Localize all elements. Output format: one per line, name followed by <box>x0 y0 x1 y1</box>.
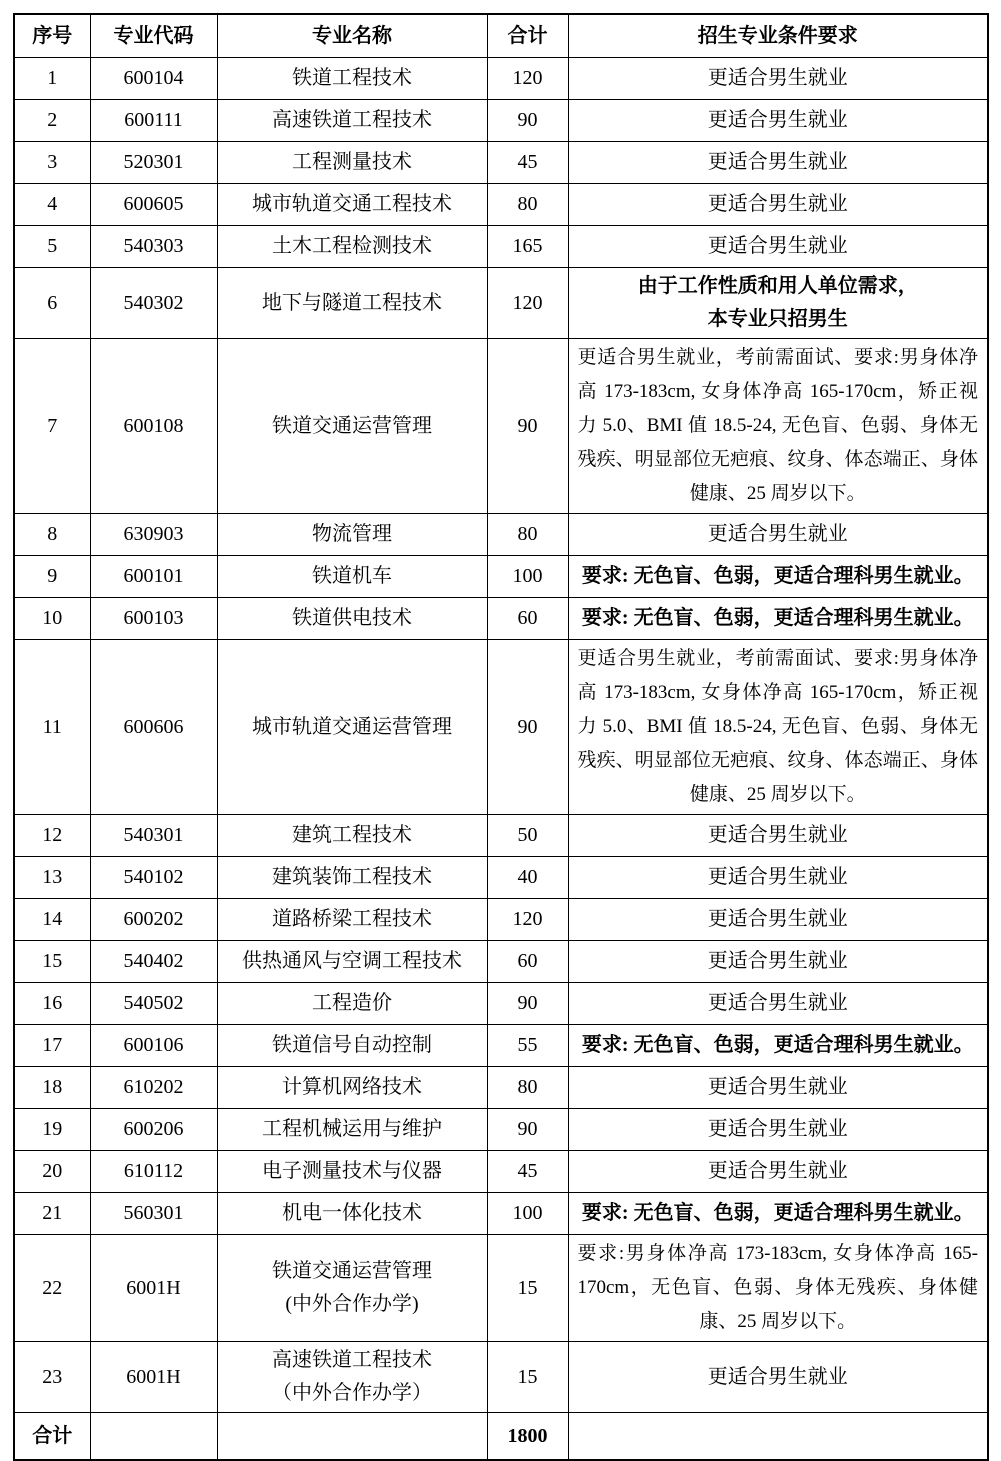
major-name-cell: 机电一体化技术 <box>217 1193 487 1235</box>
major-name-cell: 城市轨道交通工程技术 <box>217 184 487 226</box>
major-code-cell: 540102 <box>90 857 217 899</box>
enrollment-plan-table <box>13 13 989 1461</box>
major-name-cell: 铁道供电技术 <box>217 598 487 640</box>
major-name-cell: 电子测量技术与仪器 <box>217 1151 487 1193</box>
table-row <box>14 857 988 899</box>
serial-number-cell: 18 <box>14 1067 90 1109</box>
major-code-cell: 540303 <box>90 226 217 268</box>
serial-number-cell: 13 <box>14 857 90 899</box>
total-count-cell: 45 <box>487 1151 568 1193</box>
table-row <box>14 1025 988 1067</box>
major-code-cell: 600101 <box>90 556 217 598</box>
serial-number-cell: 17 <box>14 1025 90 1067</box>
major-code-cell: 600108 <box>90 339 217 514</box>
requirement-cell: 要求: 无色盲、色弱，更适合理科男生就业。 <box>568 1025 988 1067</box>
footer-empty-req-cell <box>568 1413 988 1461</box>
major-code-cell: 540302 <box>90 268 217 339</box>
requirement-cell: 更适合男生就业 <box>568 1151 988 1193</box>
major-code-cell: 600606 <box>90 640 217 815</box>
serial-number-cell: 15 <box>14 941 90 983</box>
major-code-cell: 600111 <box>90 100 217 142</box>
table-row <box>14 640 988 815</box>
major-name-cell: 物流管理 <box>217 514 487 556</box>
total-count-cell: 45 <box>487 142 568 184</box>
total-count-cell: 100 <box>487 556 568 598</box>
major-name-cell: 铁道机车 <box>217 556 487 598</box>
serial-number-cell: 1 <box>14 58 90 100</box>
total-count-cell: 165 <box>487 226 568 268</box>
header-serial-number: 序号 <box>14 14 90 58</box>
major-code-cell: 600103 <box>90 598 217 640</box>
major-name-cell: 供热通风与空调工程技术 <box>217 941 487 983</box>
header-major-code: 专业代码 <box>90 14 217 58</box>
total-count-cell: 90 <box>487 100 568 142</box>
table-row <box>14 556 988 598</box>
table-row <box>14 184 988 226</box>
header-row <box>14 14 988 58</box>
requirement-cell: 要求: 无色盲、色弱，更适合理科男生就业。 <box>568 598 988 640</box>
major-code-cell: 610112 <box>90 1151 217 1193</box>
major-name-cell: 工程机械运用与维护 <box>217 1109 487 1151</box>
total-count-cell: 40 <box>487 857 568 899</box>
serial-number-cell: 21 <box>14 1193 90 1235</box>
major-code-cell: 600202 <box>90 899 217 941</box>
total-count-cell: 90 <box>487 339 568 514</box>
table-row <box>14 815 988 857</box>
requirement-cell: 更适合男生就业 <box>568 100 988 142</box>
serial-number-cell: 2 <box>14 100 90 142</box>
major-name-cell: 地下与隧道工程技术 <box>217 268 487 339</box>
serial-number-cell: 20 <box>14 1151 90 1193</box>
total-count-cell: 120 <box>487 899 568 941</box>
total-count-cell: 60 <box>487 941 568 983</box>
serial-number-cell: 14 <box>14 899 90 941</box>
requirement-cell: 更适合男生就业，考前需面试、要求:男身体净高 173-183cm, 女身体净高 165-170cm，矫正视力 5.0、BMI 值 18.5-24, 无色盲、色弱、身体无残疾、明显部位无疤痕、纹身、体态端正、身体健康、25 周岁以下。 <box>568 339 988 514</box>
requirement-cell: 更适合男生就业 <box>568 1109 988 1151</box>
table-row <box>14 514 988 556</box>
table-row <box>14 1067 988 1109</box>
table-row <box>14 226 988 268</box>
major-code-cell: 6001H <box>90 1235 217 1342</box>
header-total: 合计 <box>487 14 568 58</box>
table-row <box>14 268 988 339</box>
table-row <box>14 339 988 514</box>
total-count-cell: 120 <box>487 268 568 339</box>
major-name-cell: 高速铁道工程技术 （中外合作办学） <box>217 1342 487 1413</box>
requirement-cell: 更适合男生就业 <box>568 184 988 226</box>
serial-number-cell: 4 <box>14 184 90 226</box>
major-name-cell: 城市轨道交通运营管理 <box>217 640 487 815</box>
major-name-cell: 高速铁道工程技术 <box>217 100 487 142</box>
total-count-cell: 55 <box>487 1025 568 1067</box>
requirement-cell: 更适合男生就业 <box>568 1067 988 1109</box>
major-code-cell: 600605 <box>90 184 217 226</box>
major-name-cell: 土木工程检测技术 <box>217 226 487 268</box>
major-name-cell: 铁道交通运营管理 <box>217 339 487 514</box>
major-name-cell: 道路桥梁工程技术 <box>217 899 487 941</box>
total-count-cell: 80 <box>487 514 568 556</box>
major-name-cell: 建筑装饰工程技术 <box>217 857 487 899</box>
total-count-cell: 15 <box>487 1235 568 1342</box>
total-count-cell: 80 <box>487 1067 568 1109</box>
serial-number-cell: 23 <box>14 1342 90 1413</box>
total-count-cell: 60 <box>487 598 568 640</box>
requirement-cell: 更适合男生就业，考前需面试、要求:男身体净高 173-183cm, 女身体净高 165-170cm，矫正视力 5.0、BMI 值 18.5-24, 无色盲、色弱、身体无残疾、明显部位无疤痕、纹身、体态端正、身体健康、25 周岁以下。 <box>568 640 988 815</box>
serial-number-cell: 9 <box>14 556 90 598</box>
serial-number-cell: 3 <box>14 142 90 184</box>
header-major-name: 专业名称 <box>217 14 487 58</box>
requirement-cell: 更适合男生就业 <box>568 815 988 857</box>
major-code-cell: 600106 <box>90 1025 217 1067</box>
major-name-cell: 计算机网络技术 <box>217 1067 487 1109</box>
table-row <box>14 1342 988 1413</box>
table-row <box>14 1235 988 1342</box>
total-count-cell: 90 <box>487 983 568 1025</box>
table-row <box>14 58 988 100</box>
serial-number-cell: 8 <box>14 514 90 556</box>
serial-number-cell: 10 <box>14 598 90 640</box>
requirement-cell: 更适合男生就业 <box>568 58 988 100</box>
total-count-cell: 50 <box>487 815 568 857</box>
table-row <box>14 1109 988 1151</box>
footer-empty-name-cell <box>217 1413 487 1461</box>
major-code-cell: 600206 <box>90 1109 217 1151</box>
footer-row <box>14 1413 988 1461</box>
major-code-cell: 600104 <box>90 58 217 100</box>
major-code-cell: 560301 <box>90 1193 217 1235</box>
requirement-cell: 更适合男生就业 <box>568 941 988 983</box>
requirement-cell: 要求: 无色盲、色弱，更适合理科男生就业。 <box>568 1193 988 1235</box>
table-row <box>14 899 988 941</box>
major-code-cell: 6001H <box>90 1342 217 1413</box>
table-row <box>14 1193 988 1235</box>
requirement-cell: 更适合男生就业 <box>568 899 988 941</box>
requirement-cell: 要求:男身体净高 173-183cm, 女身体净高 165-170cm，无色盲、色弱、身体无残疾、身体健康、25 周岁以下。 <box>568 1235 988 1342</box>
total-count-cell: 90 <box>487 1109 568 1151</box>
requirement-cell: 由于工作性质和用人单位需求， 本专业只招男生 <box>568 268 988 339</box>
table-row <box>14 941 988 983</box>
total-count-cell: 100 <box>487 1193 568 1235</box>
major-code-cell: 540402 <box>90 941 217 983</box>
requirement-cell: 要求: 无色盲、色弱，更适合理科男生就业。 <box>568 556 988 598</box>
footer-total-label: 合计 <box>14 1413 90 1461</box>
requirement-cell: 更适合男生就业 <box>568 514 988 556</box>
major-name-cell: 工程造价 <box>217 983 487 1025</box>
major-code-cell: 520301 <box>90 142 217 184</box>
serial-number-cell: 11 <box>14 640 90 815</box>
serial-number-cell: 12 <box>14 815 90 857</box>
major-name-cell: 建筑工程技术 <box>217 815 487 857</box>
serial-number-cell: 22 <box>14 1235 90 1342</box>
serial-number-cell: 16 <box>14 983 90 1025</box>
serial-number-cell: 7 <box>14 339 90 514</box>
table-row <box>14 1151 988 1193</box>
requirement-cell: 更适合男生就业 <box>568 142 988 184</box>
requirement-cell: 更适合男生就业 <box>568 857 988 899</box>
major-code-cell: 540301 <box>90 815 217 857</box>
table-body <box>14 58 988 1413</box>
serial-number-cell: 5 <box>14 226 90 268</box>
total-count-cell: 80 <box>487 184 568 226</box>
total-count-cell: 90 <box>487 640 568 815</box>
footer-total-value: 1800 <box>487 1413 568 1461</box>
footer-empty-code-cell <box>90 1413 217 1461</box>
header-admission-requirements: 招生专业条件要求 <box>568 14 988 58</box>
major-name-cell: 铁道交通运营管理 (中外合作办学) <box>217 1235 487 1342</box>
serial-number-cell: 6 <box>14 268 90 339</box>
major-name-cell: 铁道工程技术 <box>217 58 487 100</box>
total-count-cell: 120 <box>487 58 568 100</box>
major-name-cell: 工程测量技术 <box>217 142 487 184</box>
table-row <box>14 100 988 142</box>
table-row <box>14 983 988 1025</box>
requirement-cell: 更适合男生就业 <box>568 226 988 268</box>
table-row <box>14 598 988 640</box>
requirement-cell: 更适合男生就业 <box>568 983 988 1025</box>
major-code-cell: 540502 <box>90 983 217 1025</box>
major-code-cell: 610202 <box>90 1067 217 1109</box>
major-code-cell: 630903 <box>90 514 217 556</box>
serial-number-cell: 19 <box>14 1109 90 1151</box>
total-count-cell: 15 <box>487 1342 568 1413</box>
table-row <box>14 142 988 184</box>
requirement-cell: 更适合男生就业 <box>568 1342 988 1413</box>
major-name-cell: 铁道信号自动控制 <box>217 1025 487 1067</box>
